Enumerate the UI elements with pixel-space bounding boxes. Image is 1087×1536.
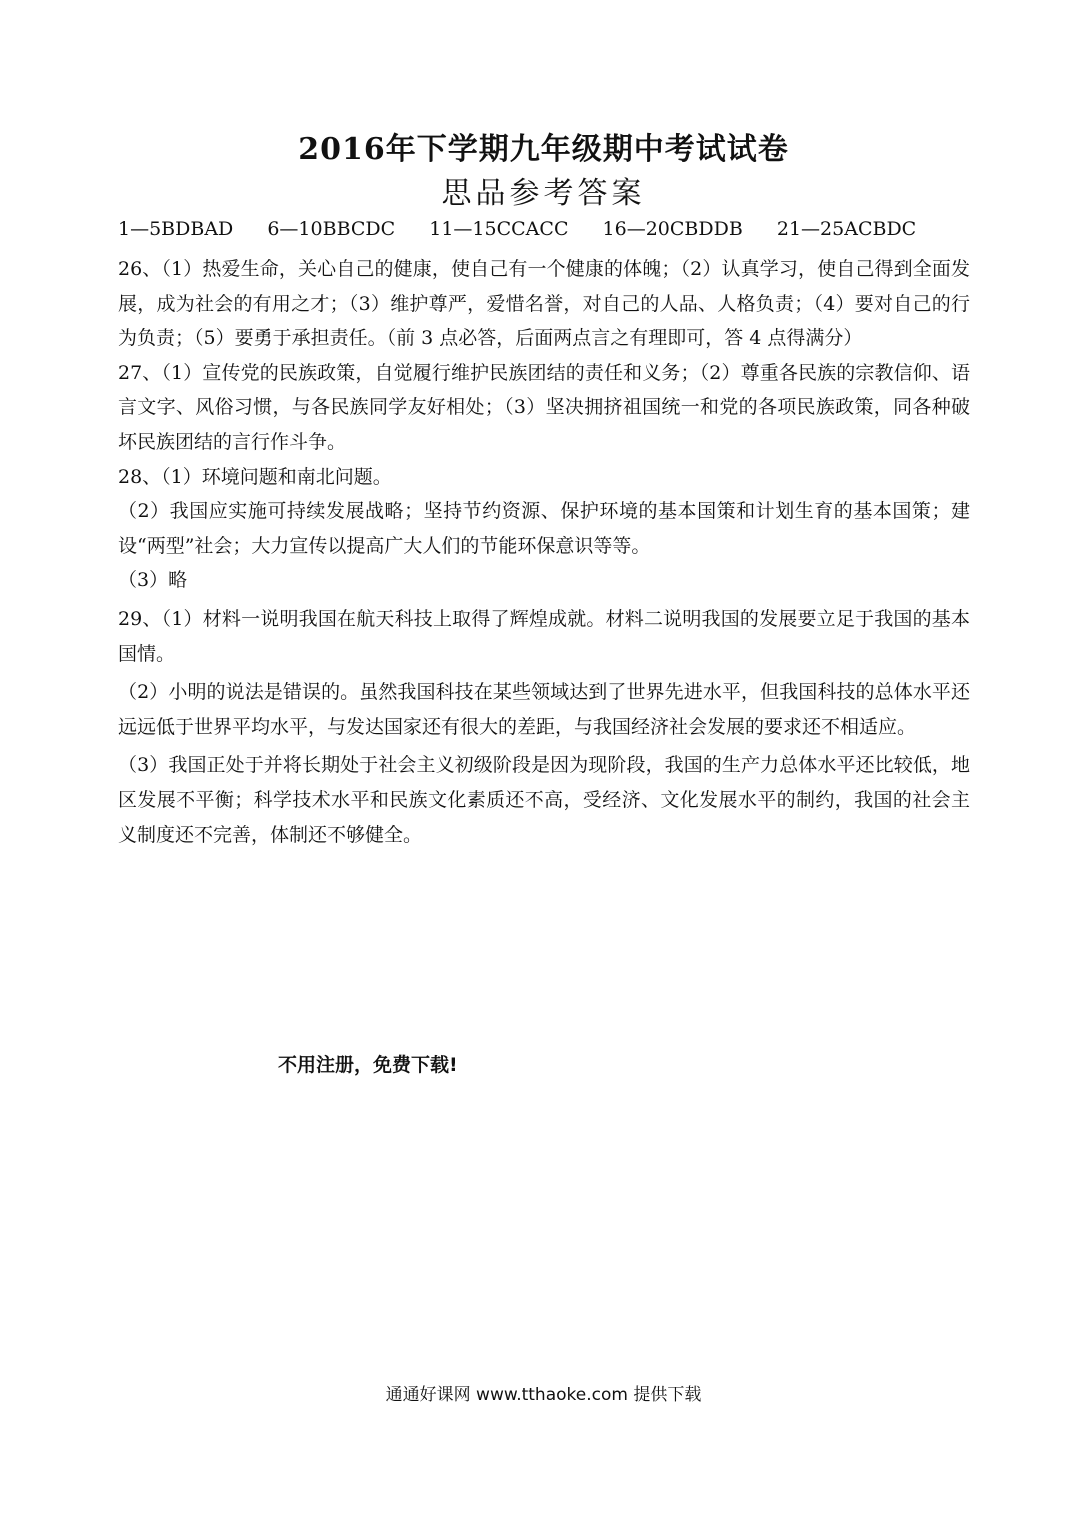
answer-group: 1—5BDBAD — [118, 218, 234, 240]
document-subtitle: 思品参考答案 — [441, 176, 646, 211]
answer-26: 26、（1）热爱生命，关心自己的健康，使自己有一个健康的体魄；（2）认真学习，使自己得到全面发展，成为社会的有用之才；（3）维护尊严，爱惜名誉，对自己的人品、人格负责；（4）要对自己的行为负责；（5）要勇于承担责任。（前 3 点必答，后面两点言之有理即可，答 4 点得满分） — [118, 258, 970, 350]
document-title: 2016年下学期九年级期中考试试卷 — [298, 132, 789, 167]
answer-29-part-3: （3）我国正处于并将长期处于社会主义初级阶段是因为现阶段，我国的生产力总体水平还比较低，地区发展不平衡；科学技术水平和民族文化素质还不高，受经济、文化发展水平的制约，我国的社会主义制度还不完善，体制还不够健全。 — [118, 754, 970, 846]
answer-29-part-2: （2）小明的说法是错误的。虽然我国科技在某些领域达到了世界先进水平，但我国科技的总体水平还远远低于世界平均水平，与发达国家还有很大的差距，与我国经济社会发展的要求还不相适应。 — [118, 681, 970, 738]
answer-28-part-2: （2）我国应实施可持续发展战略；坚持节约资源、保护环境的基本国策和计划生育的基本国策；建设“两型”社会；大力宣传以提高广大人们的节能环保意识等等。 — [118, 500, 970, 557]
answer-group: 11—15CCACC — [429, 218, 569, 240]
free-download-note: 不用注册，免费下载! — [278, 1054, 458, 1076]
answer-group: 6—10BBCDC — [267, 218, 396, 240]
answer-group: 21—25ACBDC — [776, 218, 917, 240]
answer-body — [118, 252, 970, 852]
site-footer: 通通好课网 www.tthaoke.com 提供下载 — [385, 1385, 702, 1405]
answer-28-part-3: （3）略 — [118, 569, 188, 592]
answer-group: 16—20CBDDB — [602, 218, 743, 240]
multiple-choice-answer-key — [118, 218, 978, 240]
answer-28-part-1: 28、（1）环境问题和南北问题。 — [118, 465, 392, 488]
answer-29-part-1: 29、（1）材料一说明我国在航天科技上取得了辉煌成就。材料二说明我国的发展要立足于我国的基本国情。 — [118, 607, 970, 665]
answer-27: 27、（1）宣传党的民族政策，自觉履行维护民族团结的责任和义务；（2）尊重各民族的宗教信仰、语言文字、风俗习惯，与各民族同学友好相处；（3）坚决拥挤祖国统一和党的各项民族政策，同各种破坏民族团结的言行作斗争。 — [118, 361, 970, 453]
